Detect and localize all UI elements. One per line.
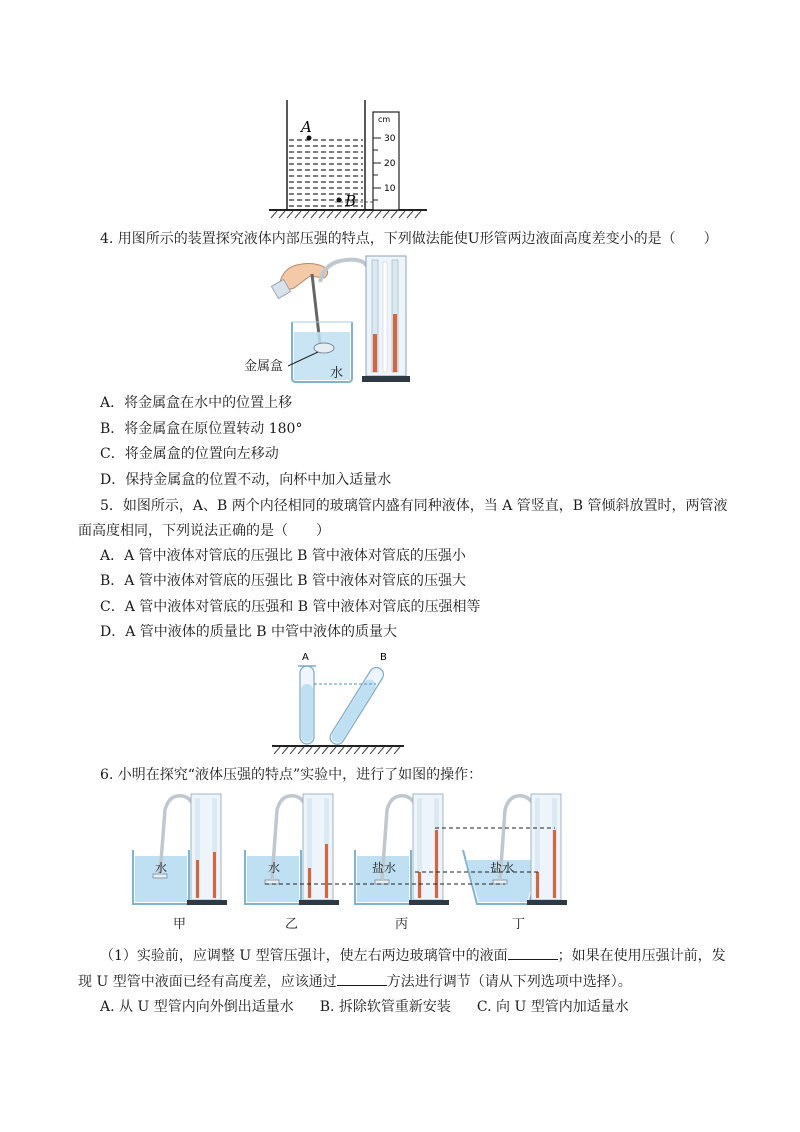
setup-ding (463, 794, 567, 905)
caption-bing: 丙 (395, 917, 409, 932)
q5-option-d: D．A 管中液体的质量比 B 中管中液体的质量大 (100, 624, 397, 640)
metal-box-label: 金属盒 (244, 359, 284, 374)
q4-option-c: C．将金属盒的位置向左移动 (100, 446, 279, 462)
q6-sub1-part2: ；如果在使用压强计前，发 (557, 948, 726, 964)
setup-jia (133, 794, 227, 905)
caption-jia: 甲 (173, 917, 187, 932)
point-a-label: A (301, 118, 312, 136)
q6-sub1-line2-part1: 现 U 型管中液面已经有高度差，应该通过 (78, 974, 337, 990)
water-label: 水 (330, 366, 344, 381)
q4-stem: 4. 用图所示的装置探究液体内部压强的特点，下列做法能使U形管两边液面高度差变小的是（ ） (100, 231, 718, 247)
setup-yi (245, 794, 339, 905)
blank-2[interactable] (337, 971, 387, 986)
q6-choices (100, 997, 629, 1017)
jia-liquid: 水 (155, 861, 168, 875)
yi-liquid: 水 (268, 861, 281, 875)
q6-choice-b: B. 拆除软管重新安装 (319, 999, 451, 1015)
q6-sub1-line2 (78, 971, 632, 992)
point-b-label: B (345, 192, 357, 210)
bing-liquid: 盐水 (372, 861, 397, 875)
tube-b-label: B (380, 652, 387, 663)
caption-ding: 丁 (512, 917, 526, 932)
ruler-tick-30: 30 (384, 134, 396, 144)
ruler-tick-10: 10 (384, 184, 396, 194)
ruler-unit: cm (378, 115, 391, 124)
q5-option-b: B．A 管中液体对管底的压强比 B 管中液体对管底的压强大 (100, 573, 467, 589)
q4-option-d: D．保持金属盒的位置不动，向杯中加入适量水 (100, 472, 392, 488)
setup-bing (355, 794, 449, 905)
q4-option-a: A．将金属盒在水中的位置上移 (100, 395, 293, 411)
q5-tubes-figure (268, 648, 408, 756)
tube-a-label: A (302, 652, 309, 663)
q4-option-b: B．将金属盒在原位置转动 180° (100, 421, 303, 437)
q5-stem-line2: 面高度相同，下列说法正确的是（ ） (78, 523, 330, 539)
q6-choice-a: A. 从 U 型管内向外倒出适量水 (100, 999, 294, 1015)
q5-option-a: A．A 管中液体对管底的压强比 B 管中液体对管底的压强小 (100, 548, 466, 564)
ruler-tick-20: 20 (384, 159, 396, 169)
q5-stem-line1: 5．如图所示，A、B 两个内径相同的玻璃管内盛有同种液体，当 A 管竖直，B 管倾斜放置时，两管液 (100, 498, 728, 514)
container-ruler-figure (265, 98, 435, 220)
blank-1[interactable] (508, 945, 558, 960)
caption-yi: 乙 (285, 917, 299, 932)
q6-stem: 6. 小明在探究“液体压强的特点”实验中，进行了如图的操作： (100, 767, 483, 783)
q5-option-c: C．A 管中液体对管底的压强和 B 管中液体对管底的压强相等 (100, 599, 481, 615)
q6-sub1-line1 (100, 945, 726, 966)
q6-choice-c: C. 向 U 型管内加适量水 (476, 999, 629, 1015)
q6-sub1-part1: （1）实验前，应调整 U 型管压强计，使左右两边玻璃管中的液面 (100, 948, 508, 964)
ding-liquid: 盐水 (490, 861, 515, 875)
q6-sub1-line2-part2: 方法进行调节（请从下列选项中选择）。 (386, 974, 632, 990)
q6-experiment-figure (125, 790, 575, 912)
